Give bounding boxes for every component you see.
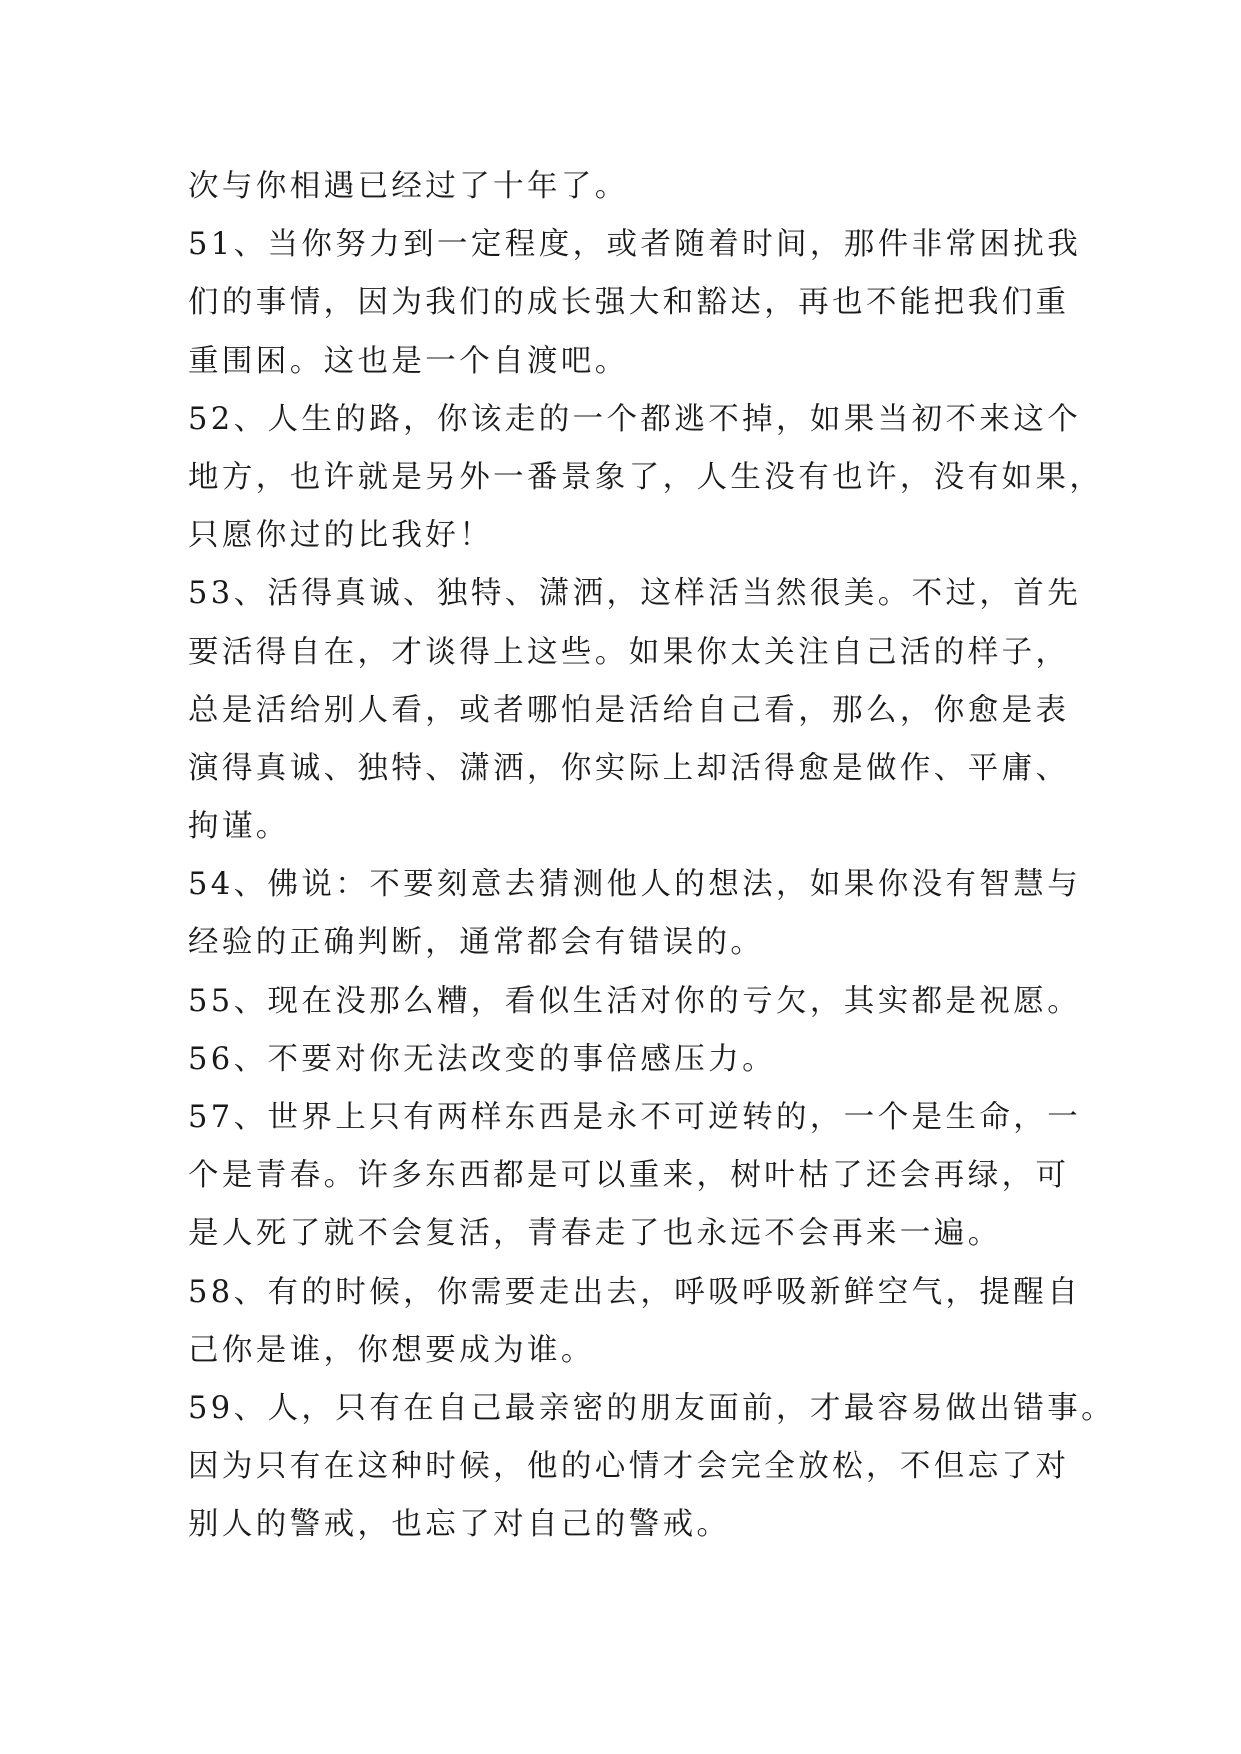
- text-line: 58、有的时候，你需要走出去，呼吸呼吸新鲜空气，提醒自: [188, 1274, 1082, 1310]
- text-line: 只愿你过的比我好！: [188, 518, 494, 554]
- text-line: 54、佛说：不要刻意去猜测他人的想法，如果你没有智慧与: [188, 867, 1082, 903]
- text-line: 己你是谁，你想要成为谁。: [188, 1332, 595, 1368]
- text-line: 演得真诚、独特、潇洒，你实际上却活得愈是做作、平庸、: [188, 750, 1070, 786]
- text-line: 52、人生的路，你该走的一个都逃不掉，如果当初不来这个: [188, 401, 1082, 437]
- text-line: 55、现在没那么糟，看似生活对你的亏欠，其实都是祝愿。: [188, 983, 1082, 1019]
- document-body: [188, 158, 1116, 1555]
- text-line: 是人死了就不会复活，青春走了也永远不会再来一遍。: [188, 1216, 1002, 1252]
- text-line: 别人的警戒，也忘了对自己的警戒。: [188, 1507, 731, 1543]
- text-line: 51、当你努力到一定程度，或者随着时间，那件非常困扰我: [188, 227, 1082, 263]
- text-line: 53、活得真诚、独特、潇洒，这样活当然很美。不过，首先: [188, 576, 1082, 612]
- text-line: 总是活给别人看，或者哪怕是活给自己看，那么，你愈是表: [188, 692, 1070, 728]
- text-line: 经验的正确判断，通常都会有错误的。: [188, 925, 765, 961]
- text-line: 地方，也许就是另外一番景象了，人生没有也许，没有如果，: [188, 459, 1104, 495]
- text-line: 56、不要对你无法改变的事倍感压力。: [188, 1041, 777, 1077]
- text-line: 要活得自在，才谈得上这些。如果你太关注自己活的样子，: [188, 634, 1070, 670]
- text-line: 57、世界上只有两样东西是永不可逆转的，一个是生命，一: [188, 1100, 1082, 1135]
- text-line: 们的事情，因为我们的成长强大和豁达，再也不能把我们重: [188, 285, 1070, 321]
- text-line: 重围困。这也是一个自渡吧。: [188, 343, 629, 379]
- text-line: 个是青春。许多东西都是可以重来，树叶枯了还会再绿，可: [188, 1158, 1070, 1194]
- text-line: 拘谨。: [188, 809, 290, 845]
- text-line: 次与你相遇已经过了十年了。: [188, 169, 629, 204]
- text-line: 59、人，只有在自己最亲密的朋友面前，才最容易做出错事。: [188, 1390, 1116, 1426]
- text-line: 因为只有在这种时候，他的心情才会完全放松，不但忘了对: [188, 1449, 1070, 1485]
